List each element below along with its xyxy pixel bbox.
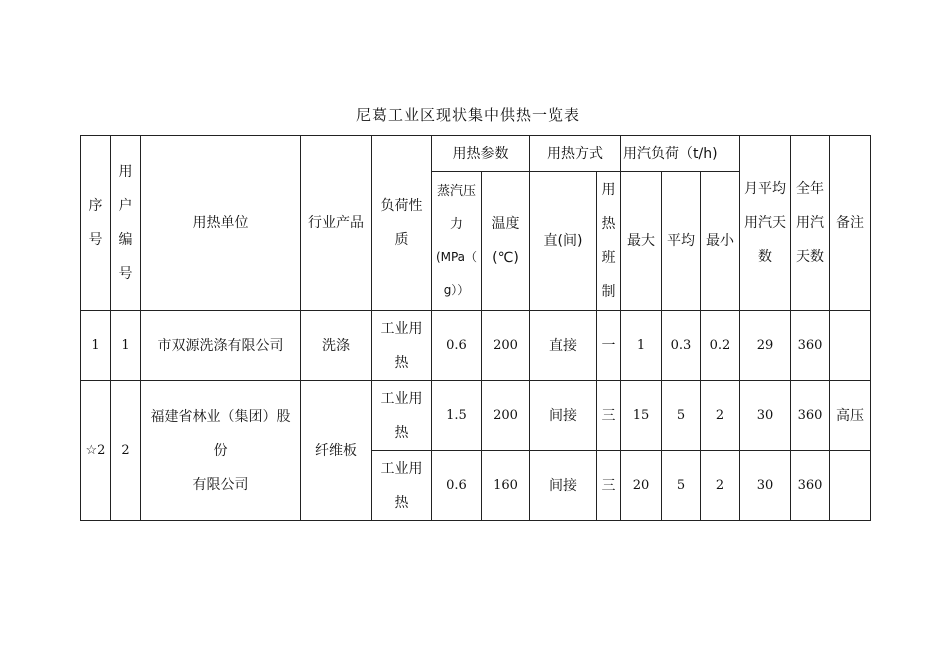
cell-max: 1 [621, 311, 662, 381]
cell-shift: 三 [597, 381, 621, 451]
header-industry: 行业产品 [301, 136, 372, 311]
cell-avg: 0.3 [662, 311, 701, 381]
header-annual-days: 全年 用汽 天数 [791, 136, 830, 311]
header-pressure: 蒸汽压 力 (MPa（ g）） [432, 172, 482, 311]
cell-pressure: 1.5 [432, 381, 482, 451]
cell-min: 0.2 [701, 311, 740, 381]
cell-avg: 5 [662, 381, 701, 451]
header-method-group: 用热方式 [530, 136, 621, 172]
cell-load-type: 工业用 热 [372, 311, 432, 381]
header-shift: 用 热 班 制 [597, 172, 621, 311]
header-temp: 温度 (℃) [482, 172, 530, 311]
cell-annual-days: 360 [791, 311, 830, 381]
cell-seq: 1 [81, 311, 111, 381]
cell-monthly-days: 30 [740, 381, 791, 451]
header-direct: 直(间) [530, 172, 597, 311]
cell-method: 间接 [530, 451, 597, 521]
cell-remark: 高压 [830, 381, 871, 451]
cell-remark [830, 311, 871, 381]
header-load-group: 用汽负荷（t/h) [621, 136, 740, 172]
cell-method: 间接 [530, 381, 597, 451]
cell-max: 20 [621, 451, 662, 521]
cell-monthly-days: 29 [740, 311, 791, 381]
heating-table [80, 135, 871, 521]
cell-method: 直接 [530, 311, 597, 381]
cell-max: 15 [621, 381, 662, 451]
header-max: 最大 [621, 172, 662, 311]
cell-min: 2 [701, 381, 740, 451]
cell-unit: 福建省林业（集团）股 份 有限公司 [141, 381, 301, 521]
cell-shift: 三 [597, 451, 621, 521]
cell-load-type: 工业用 热 [372, 451, 432, 521]
cell-load-type: 工业用 热 [372, 381, 432, 451]
header-params-group: 用热参数 [432, 136, 530, 172]
cell-temp: 200 [482, 311, 530, 381]
cell-temp: 160 [482, 451, 530, 521]
header-avg: 平均 [662, 172, 701, 311]
header-seq: 序 号 [81, 136, 111, 311]
cell-monthly-days: 30 [740, 451, 791, 521]
cell-user-no: 1 [111, 311, 141, 381]
header-monthly-days: 月平均 用汽天 数 [740, 136, 791, 311]
cell-avg: 5 [662, 451, 701, 521]
cell-seq: ☆2 [81, 381, 111, 521]
cell-pressure: 0.6 [432, 311, 482, 381]
cell-annual-days: 360 [791, 451, 830, 521]
cell-remark [830, 451, 871, 521]
cell-temp: 200 [482, 381, 530, 451]
header-unit: 用热单位 [141, 136, 301, 311]
cell-annual-days: 360 [791, 381, 830, 451]
table-title: 尼葛工业区现状集中供热一览表 [355, 106, 580, 124]
cell-pressure: 0.6 [432, 451, 482, 521]
header-load-type: 负荷性 质 [372, 136, 432, 311]
cell-user-no: 2 [111, 381, 141, 521]
cell-min: 2 [701, 451, 740, 521]
table-row [81, 381, 871, 451]
header-user-no: 用 户 编 号 [111, 136, 141, 311]
cell-industry: 纤维板 [301, 381, 372, 521]
cell-unit: 市双源洗涤有限公司 [141, 311, 301, 381]
header-remark: 备注 [830, 136, 871, 311]
cell-shift: 一 [597, 311, 621, 381]
table-row [81, 311, 871, 381]
header-min: 最小 [701, 172, 740, 311]
cell-industry: 洗涤 [301, 311, 372, 381]
